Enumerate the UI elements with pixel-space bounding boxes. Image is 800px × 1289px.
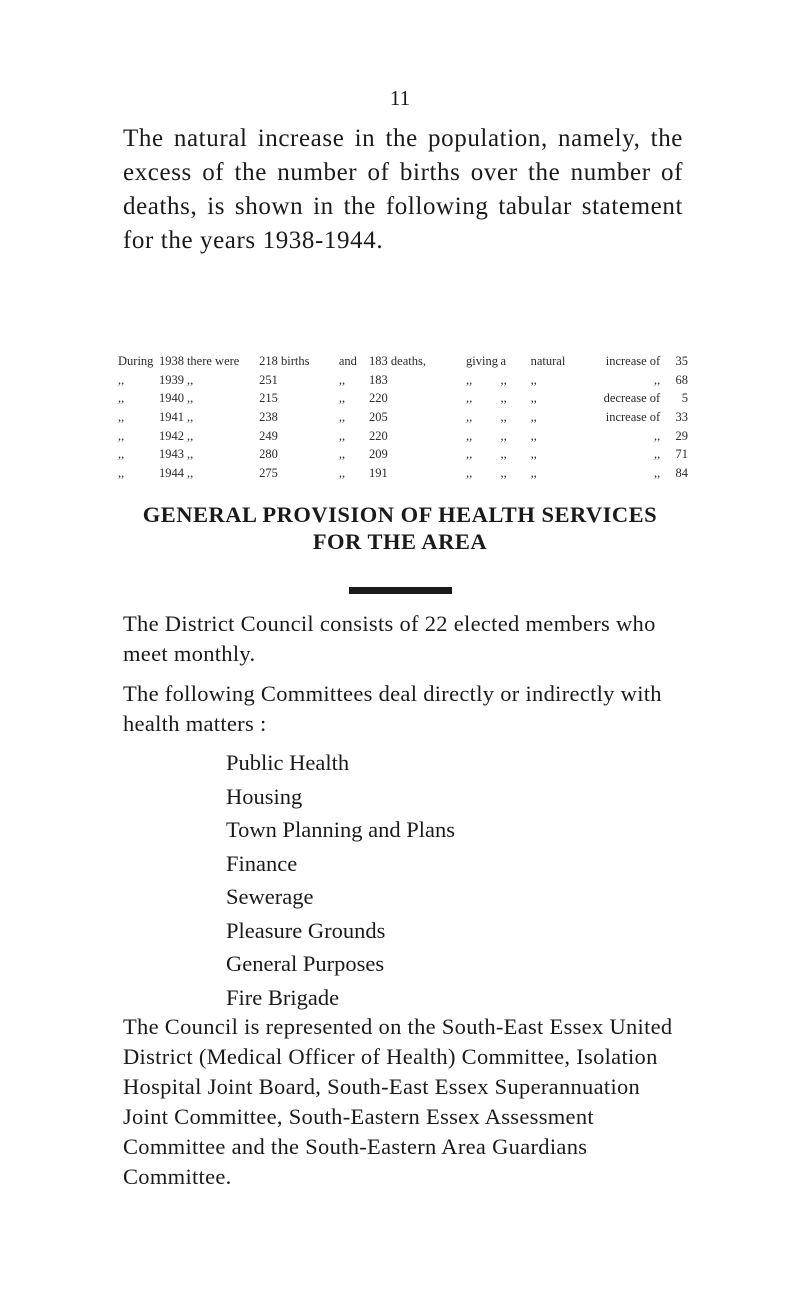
list-item: Pleasure Grounds <box>226 917 386 943</box>
section-heading <box>0 501 800 555</box>
list-item: Sewerage <box>226 884 314 909</box>
table-cell-q1: ,, <box>466 372 473 387</box>
table-cell-and: ,, <box>338 428 346 443</box>
list-item: Housing <box>226 783 303 809</box>
table-cell-births: 238 <box>259 409 278 424</box>
council-paragraph: The District Council consists of 22 elected members who meet monthly. <box>123 611 656 666</box>
table-cell-there: ,, <box>186 391 194 406</box>
list-item: Town Planning and Plans <box>226 817 456 842</box>
table-cell-lead: ,, <box>118 372 125 387</box>
table-cell-there: ,, <box>186 428 194 443</box>
table-cell-amount: 84 <box>675 465 688 480</box>
table-row <box>118 371 688 390</box>
table-cell-and: ,, <box>338 409 346 424</box>
table-cell-there: ,, <box>186 409 194 424</box>
table-row <box>118 464 688 483</box>
table-row <box>118 427 688 446</box>
table-cell-q1: ,, <box>466 447 473 462</box>
table-cell-lead: ,, <box>118 428 125 443</box>
table-cell-q3: ,, <box>530 447 537 462</box>
table-cell-and: ,, <box>338 447 346 462</box>
table-cell-q2: a <box>500 353 506 368</box>
intro-paragraph: The natural increase in the population, namely, the excess of the number of births over the number of deaths, is shown in the following tabular statement for the years 1938-1944. <box>123 125 683 254</box>
table-cell-births: 280 <box>259 447 278 462</box>
table-cell-lead: ,, <box>118 391 125 406</box>
table-cell-q2: ,, <box>500 391 507 406</box>
table-cell-q1: giving <box>466 353 498 368</box>
table-cell-kind: ,, <box>653 465 661 480</box>
table-cell-there: there were <box>186 353 240 368</box>
table-cell-amount: 5 <box>681 391 688 406</box>
table-cell-amount: 35 <box>675 353 688 368</box>
table-row <box>118 389 688 408</box>
table-cell-q1: ,, <box>466 409 473 424</box>
table-cell-lead: ,, <box>118 447 125 462</box>
page-number: 11 <box>389 86 411 110</box>
table-cell-deaths: 209 <box>369 447 388 462</box>
table-cell-deaths: 191 <box>369 465 388 480</box>
table-cell-amount: 68 <box>675 372 688 387</box>
table-cell-year: 1940 <box>158 391 184 406</box>
table-cell-q3: ,, <box>530 465 537 480</box>
table-cell-kind: decrease of <box>603 391 661 406</box>
table-cell-births: 249 <box>259 428 278 443</box>
table-cell-kind: increase of <box>605 353 661 368</box>
table-cell-lead: During <box>118 353 154 368</box>
table-cell-year: 1939 <box>158 372 184 387</box>
table-cell-deaths: 220 <box>369 428 388 443</box>
list-item: Public Health <box>226 750 350 775</box>
decorative-rule <box>349 587 452 594</box>
table-cell-year: 1943 <box>158 447 184 462</box>
table-cell-q3: natural <box>530 353 566 368</box>
table-cell-and: ,, <box>338 465 346 480</box>
table-cell-year: 1942 <box>158 428 184 443</box>
table-cell-q2: ,, <box>500 372 507 387</box>
table-cell-kind: increase of <box>605 409 661 424</box>
table-cell-deaths: 205 <box>369 409 388 424</box>
table-row <box>118 445 688 464</box>
section-heading-line-1: GENERAL PROVISION OF HEALTH SERVICES <box>142 502 658 527</box>
table-cell-amount: 33 <box>675 409 688 424</box>
table-cell-deaths: 183 deaths, <box>369 353 426 368</box>
list-item: Finance <box>226 850 298 876</box>
table-cell-kind: ,, <box>653 447 661 462</box>
table-cell-q1: ,, <box>466 465 473 480</box>
table-cell-q2: ,, <box>500 409 507 424</box>
table-cell-there: ,, <box>186 372 194 387</box>
table-cell-q3: ,, <box>530 391 537 406</box>
list-item: Fire Brigade <box>226 984 340 1010</box>
table-cell-births: 275 <box>259 465 278 480</box>
table-cell-q3: ,, <box>530 409 537 424</box>
table-row <box>118 408 688 427</box>
table-cell-births: 215 <box>259 391 278 406</box>
table-cell-year: 1941 <box>158 409 184 424</box>
table-cell-and: ,, <box>338 372 346 387</box>
births-deaths-table <box>118 352 688 483</box>
representation-paragraph: The Council is represented on the South-East Essex United District (Medical Officer of Health) Committee, Isolation Hospital Joint Board, South-East Essex Superannuation Joint Committee, South-Eastern Essex Assessment Committee and the South-Eastern Area Guardians Committee. <box>123 1014 673 1189</box>
table-cell-deaths: 220 <box>369 391 388 406</box>
table-cell-births: 218 births <box>259 353 310 368</box>
table-cell-amount: 29 <box>675 428 688 443</box>
table-cell-year: 1938 <box>158 353 184 368</box>
committees-intro-paragraph: The following Committees deal directly or indirectly with health matters : <box>123 681 662 736</box>
table-cell-kind: ,, <box>653 372 661 387</box>
table-cell-and: ,, <box>338 391 346 406</box>
table-cell-q2: ,, <box>500 465 507 480</box>
committees-list <box>226 746 455 1014</box>
table-cell-kind: ,, <box>653 428 661 443</box>
table-cell-q1: ,, <box>466 428 473 443</box>
table-cell-and: and <box>338 353 357 368</box>
table-cell-q2: ,, <box>500 447 507 462</box>
list-item: General Purposes <box>226 951 385 976</box>
table-cell-q1: ,, <box>466 391 473 406</box>
table-cell-deaths: 183 <box>369 372 388 387</box>
table-cell-births: 251 <box>259 372 278 387</box>
table-cell-q3: ,, <box>530 372 537 387</box>
table-cell-there: ,, <box>186 465 194 480</box>
table-cell-lead: ,, <box>118 409 125 424</box>
table-row <box>118 352 688 371</box>
section-heading-line-2: FOR THE AREA <box>312 529 488 554</box>
table-cell-year: 1944 <box>158 465 184 480</box>
table-cell-lead: ,, <box>118 465 125 480</box>
table-cell-q2: ,, <box>500 428 507 443</box>
table-cell-q3: ,, <box>530 428 537 443</box>
table-cell-there: ,, <box>186 447 194 462</box>
table-cell-amount: 71 <box>675 447 688 462</box>
